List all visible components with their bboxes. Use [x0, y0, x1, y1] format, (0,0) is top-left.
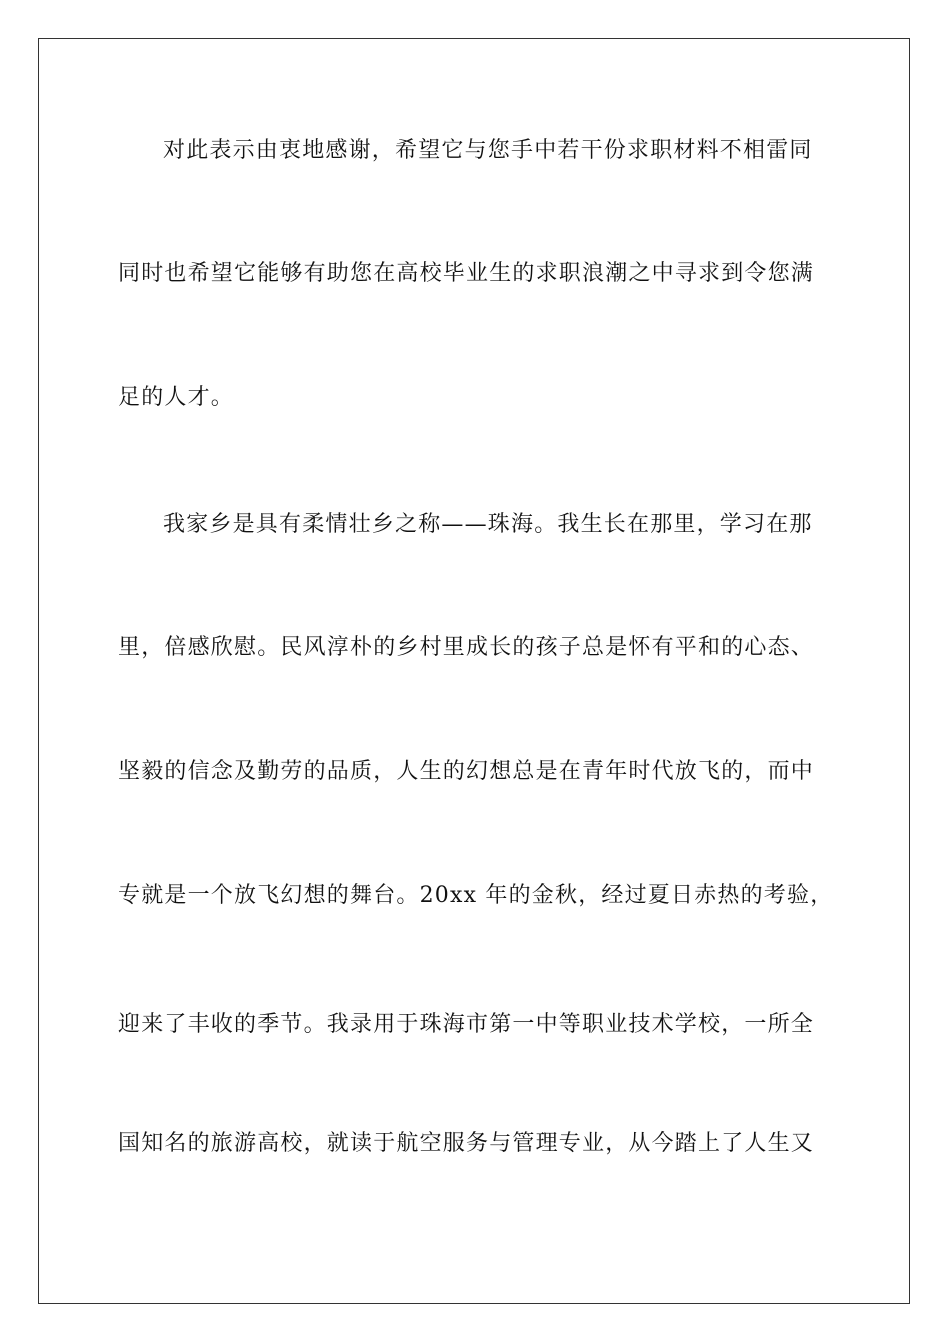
page-frame: [38, 38, 910, 1304]
paragraph-line: 迎来了丰收的季节。我录用于珠海市第一中等职业技术学校，一所全: [118, 1012, 815, 1037]
paragraph-line: 专就是一个放飞幻想的舞台。20xx 年的金秋，经过夏日赤热的考验，: [118, 883, 834, 908]
paragraph-line: 同时也希望它能够有助您在高校毕业生的求职浪潮之中寻求到令您满: [118, 261, 815, 286]
paragraph-line: 国知名的旅游高校，就读于航空服务与管理专业，从今踏上了人生又: [118, 1131, 815, 1156]
paragraph-line: 足的人才。: [118, 385, 235, 410]
paragraph-line: 里，倍感欣慰。民风淳朴的乡村里成长的孩子总是怀有平和的心态、: [118, 635, 815, 660]
paragraph-line: 我家乡是具有柔情壮乡之称——珠海。我生长在那里，学习在那: [163, 512, 813, 537]
paragraph-line: 对此表示由衷地感谢，希望它与您手中若干份求职材料不相雷同: [163, 138, 813, 163]
paragraph-line: 坚毅的信念及勤劳的品质，人生的幻想总是在青年时代放飞的，而中: [118, 759, 815, 784]
